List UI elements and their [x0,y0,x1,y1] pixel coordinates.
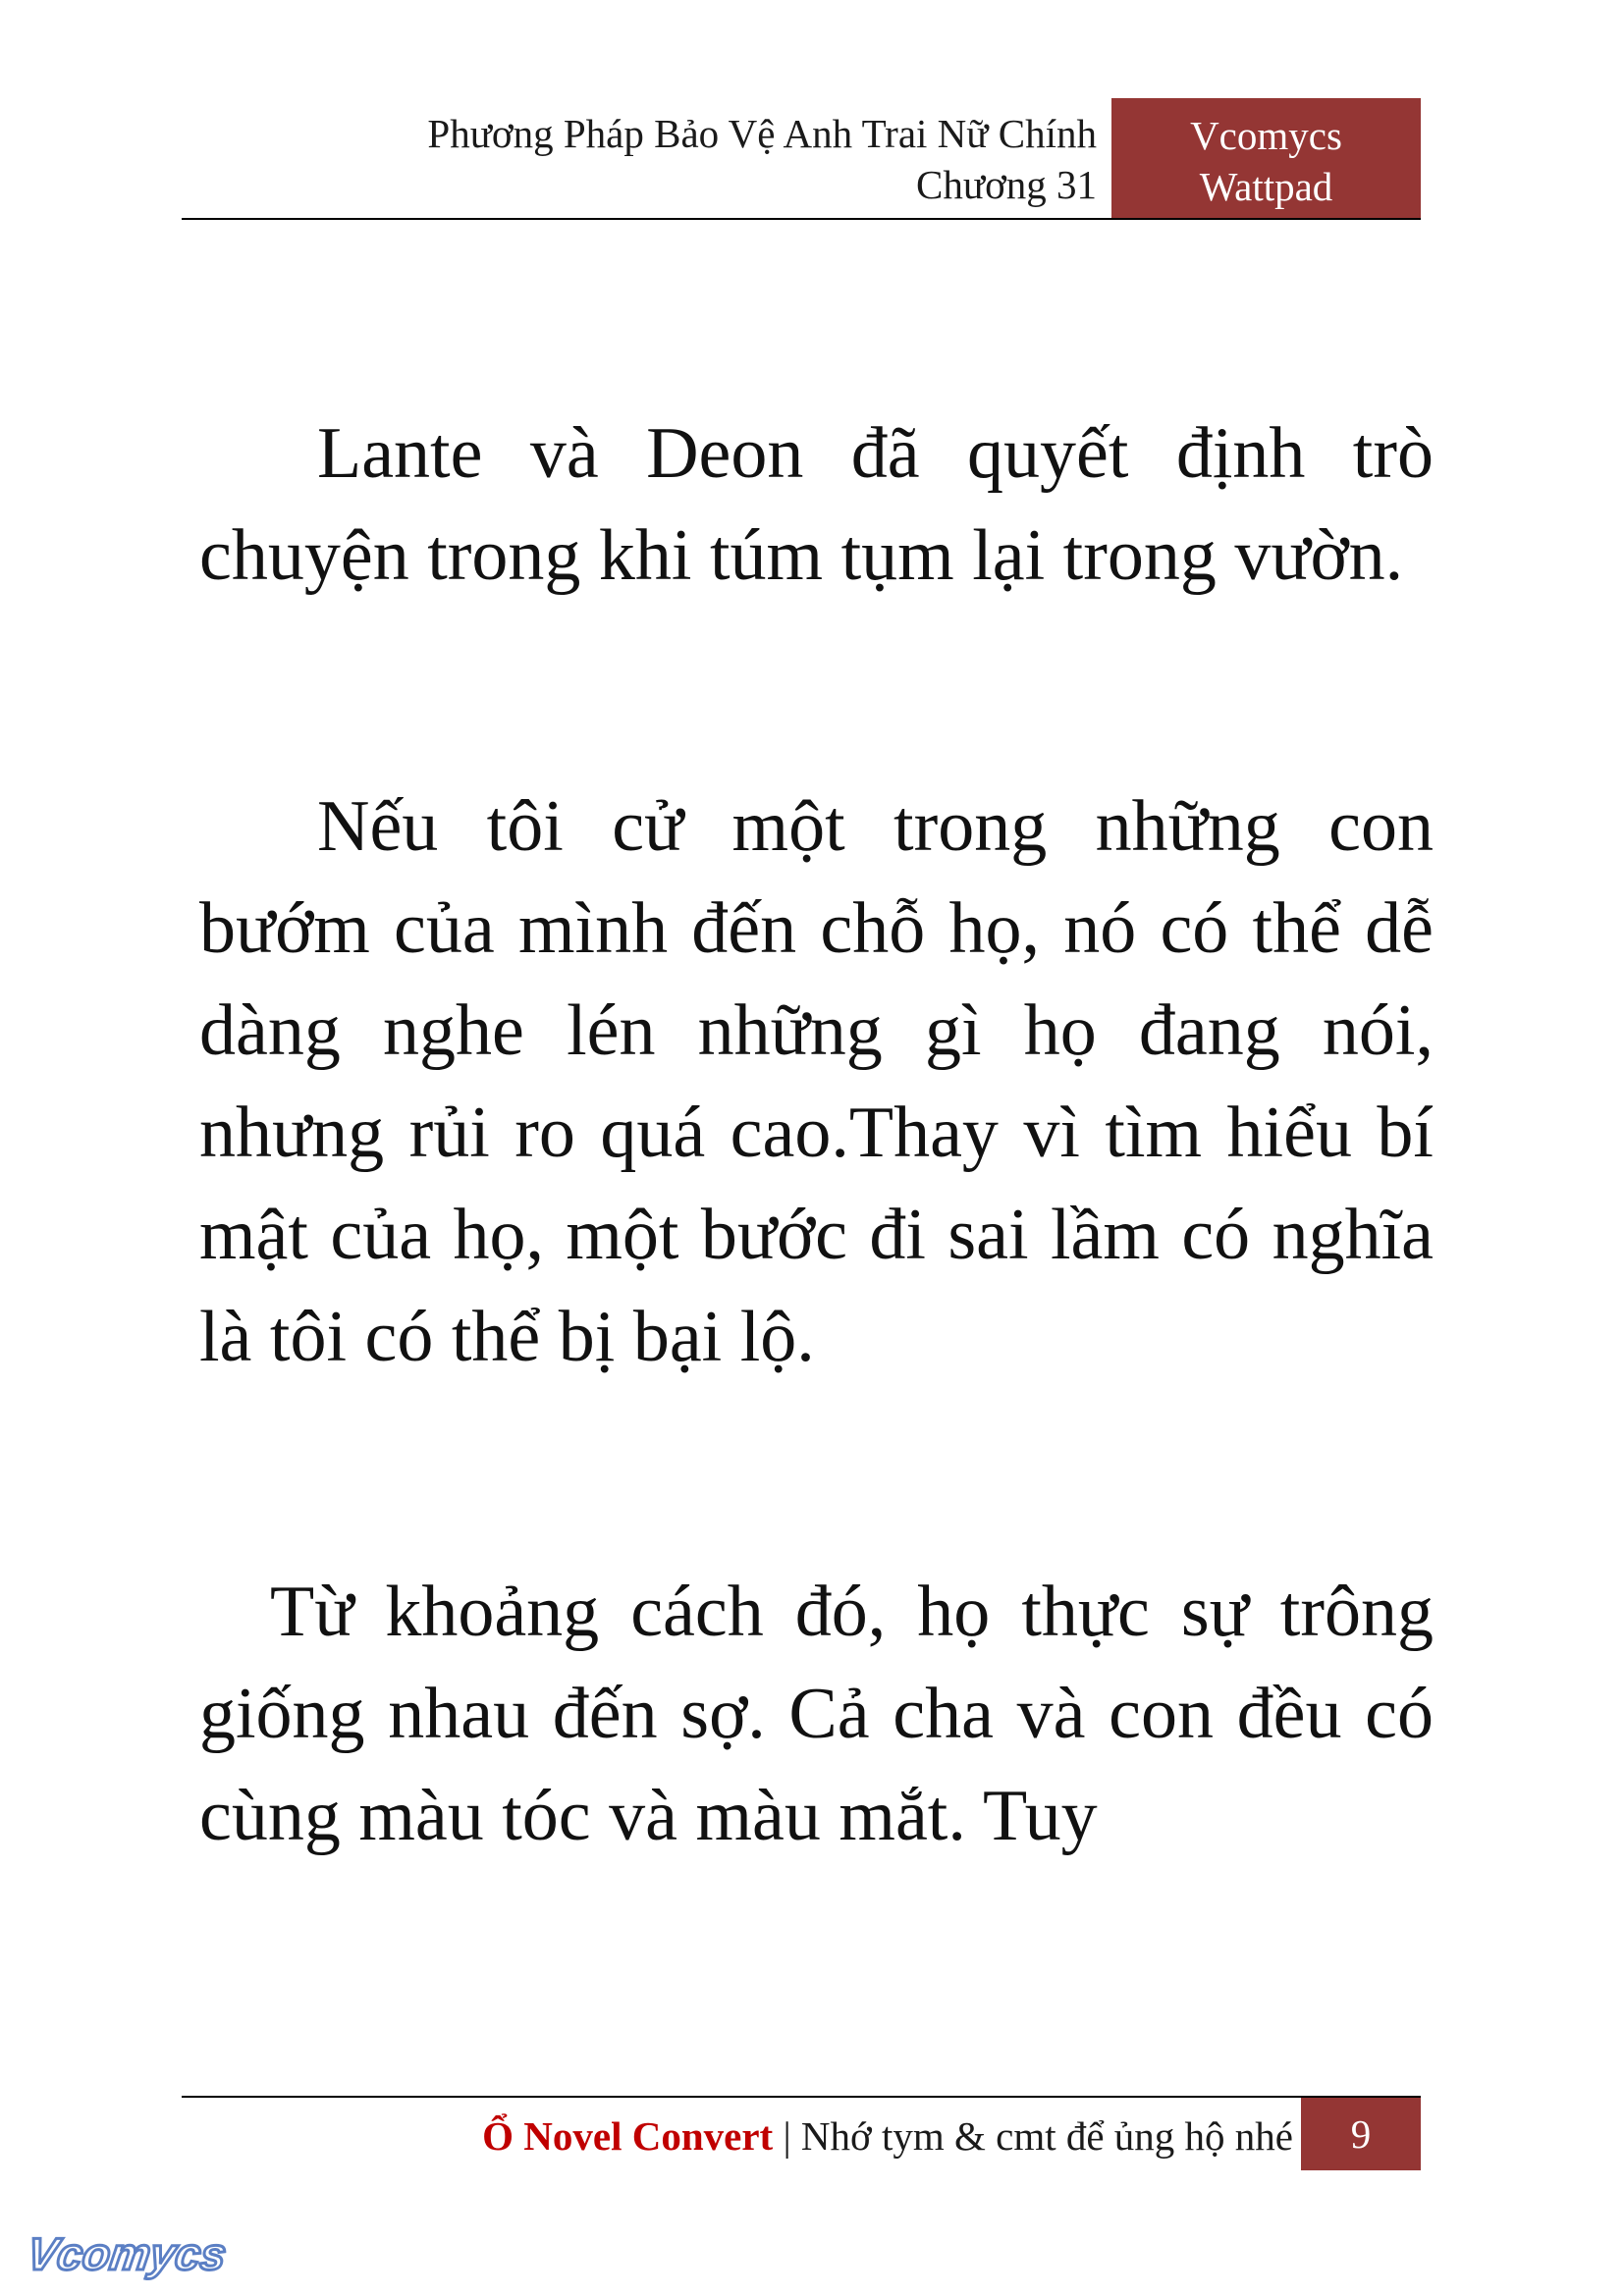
page-number: 9 [1301,2098,1421,2170]
badge-platform: Wattpad [1199,164,1333,209]
chapter-body [199,402,1434,1970]
footer-credit [482,2109,1293,2163]
paragraph-2: Nếu tôi cử một trong những con bướm của mình đến chỗ họ, nó có thể dễ dàng nghe lén những gì họ đang nói, nhưng rủi ro quá cao.Thay vì tìm hiểu bí mật của họ, một bước đi sai lầm có nghĩa là tôi có thể bị bại lộ. [199,786,1434,1377]
header-title [427,108,1097,210]
footer-note: Nhớ tym & cmt để ủng hộ nhé [800,2113,1293,2159]
footer-brand: Ổ Novel Convert [482,2113,774,2159]
header-divider [182,218,1421,220]
footer-separator: | [773,2113,801,2159]
svg-text:Vcomycs: Vcomycs [27,2228,230,2279]
badge-site: Vcomycs [1190,113,1342,158]
novel-title: Phương Pháp Bảo Vệ Anh Trai Nữ Chính [427,111,1097,156]
footer-divider [182,2096,1421,2098]
paragraph-1: Lante và Deon đã quyết định trò chuyện trong khi túm tụm lại trong vườn. [199,413,1434,596]
vcomycs-watermark-logo [27,2226,253,2285]
source-badge [1111,98,1421,220]
watermark-logo-icon [27,2226,253,2285]
page-header [182,98,1421,220]
paragraph-3: Từ khoảng cách đó, họ thực sự trông giống nhau đến sợ. Cả cha và con đều có cùng màu tóc và màu mắt. Tuy [199,1572,1434,1856]
chapter-label: Chương 31 [916,162,1097,207]
page-footer [182,2096,1421,2170]
